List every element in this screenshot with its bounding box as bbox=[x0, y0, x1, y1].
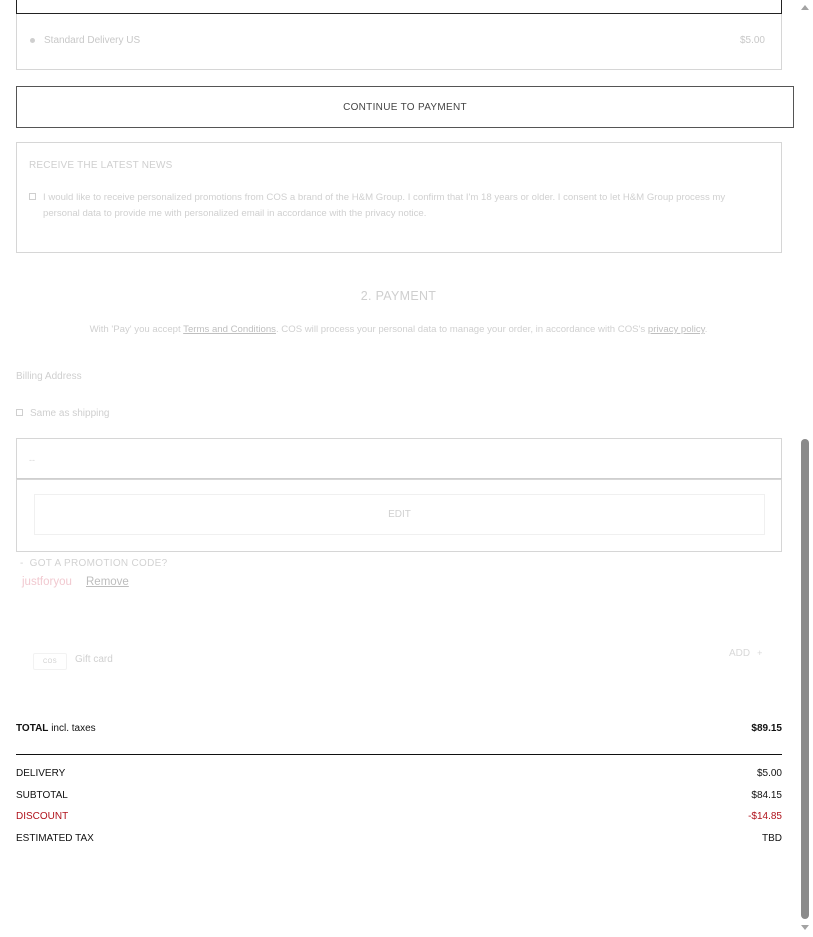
same-as-shipping-checkbox[interactable] bbox=[16, 409, 23, 416]
payment-section-title: 2. PAYMENT bbox=[360, 289, 437, 303]
summary-row-delivery bbox=[16, 768, 782, 779]
total-value: $89.15 bbox=[751, 723, 782, 734]
shipping-radio[interactable] bbox=[30, 38, 35, 43]
remove-promo-link[interactable]: Remove bbox=[86, 576, 129, 588]
summary-row-discount bbox=[16, 811, 782, 822]
applied-promo-code: justforyou bbox=[22, 576, 72, 588]
billing-address-value: -- bbox=[29, 455, 35, 465]
newsletter-title: RECEIVE THE LATEST NEWS bbox=[29, 160, 173, 171]
billing-address-field[interactable] bbox=[16, 438, 782, 480]
add-gift-card-button[interactable] bbox=[729, 648, 762, 659]
summary-label: ESTIMATED TAX bbox=[16, 833, 94, 844]
shipping-option-price: $5.00 bbox=[739, 35, 765, 46]
legal-prefix: With 'Pay' you accept bbox=[89, 324, 184, 335]
selected-shipping-box-edge bbox=[16, 0, 782, 14]
continue-to-payment-button[interactable]: CONTINUE TO PAYMENT bbox=[16, 86, 794, 128]
order-total-row bbox=[16, 723, 782, 734]
summary-row-subtotal bbox=[16, 790, 782, 801]
collapse-icon: - bbox=[20, 558, 24, 569]
newsletter-consent-text: I would like to receive personalized promotions from COS a brand of the H&M Group. I confirm that I'm 18 years or older. I consent to let H&M Group process my personal data to provide me with personalized email in accordance with the privacy notice. bbox=[43, 192, 726, 219]
same-as-shipping-label[interactable]: Same as shipping bbox=[30, 408, 110, 419]
promotion-toggle-label: GOT A PROMOTION CODE? bbox=[29, 558, 168, 569]
summary-value: TBD bbox=[762, 833, 782, 844]
gift-card-label: Gift card bbox=[75, 654, 113, 665]
summary-divider bbox=[16, 754, 782, 755]
privacy-policy-link[interactable]: privacy policy bbox=[647, 324, 705, 335]
newsletter-checkbox[interactable] bbox=[29, 193, 36, 200]
summary-label: SUBTOTAL bbox=[16, 790, 68, 801]
promotion-code-toggle[interactable] bbox=[20, 558, 167, 569]
summary-label: DISCOUNT bbox=[16, 811, 69, 822]
gift-card-logo-icon: COS bbox=[33, 653, 67, 670]
terms-link[interactable]: Terms and Conditions bbox=[183, 324, 276, 335]
shipping-option-label[interactable]: Standard Delivery US bbox=[44, 35, 141, 46]
add-label: ADD bbox=[729, 648, 751, 659]
summary-value: -$14.85 bbox=[748, 811, 782, 822]
payment-legal-text bbox=[0, 324, 797, 335]
summary-label: DELIVERY bbox=[16, 768, 66, 779]
scroll-down-arrow-icon[interactable] bbox=[801, 925, 809, 930]
summary-value: $84.15 bbox=[751, 790, 782, 801]
legal-suffix: . bbox=[704, 324, 708, 335]
edit-billing-button[interactable]: EDIT bbox=[34, 494, 765, 535]
scrollbar-thumb[interactable] bbox=[801, 439, 809, 919]
summary-row-estimated-tax bbox=[16, 833, 782, 844]
scroll-up-arrow-icon[interactable] bbox=[801, 5, 809, 10]
legal-middle: . COS will process your personal data to manage your order, in accordance with COS's bbox=[275, 324, 648, 335]
summary-value: $5.00 bbox=[756, 768, 782, 779]
total-label: TOTAL incl. taxes bbox=[16, 723, 96, 734]
billing-address-label: Billing Address bbox=[16, 371, 82, 382]
plus-icon: + bbox=[757, 648, 763, 658]
